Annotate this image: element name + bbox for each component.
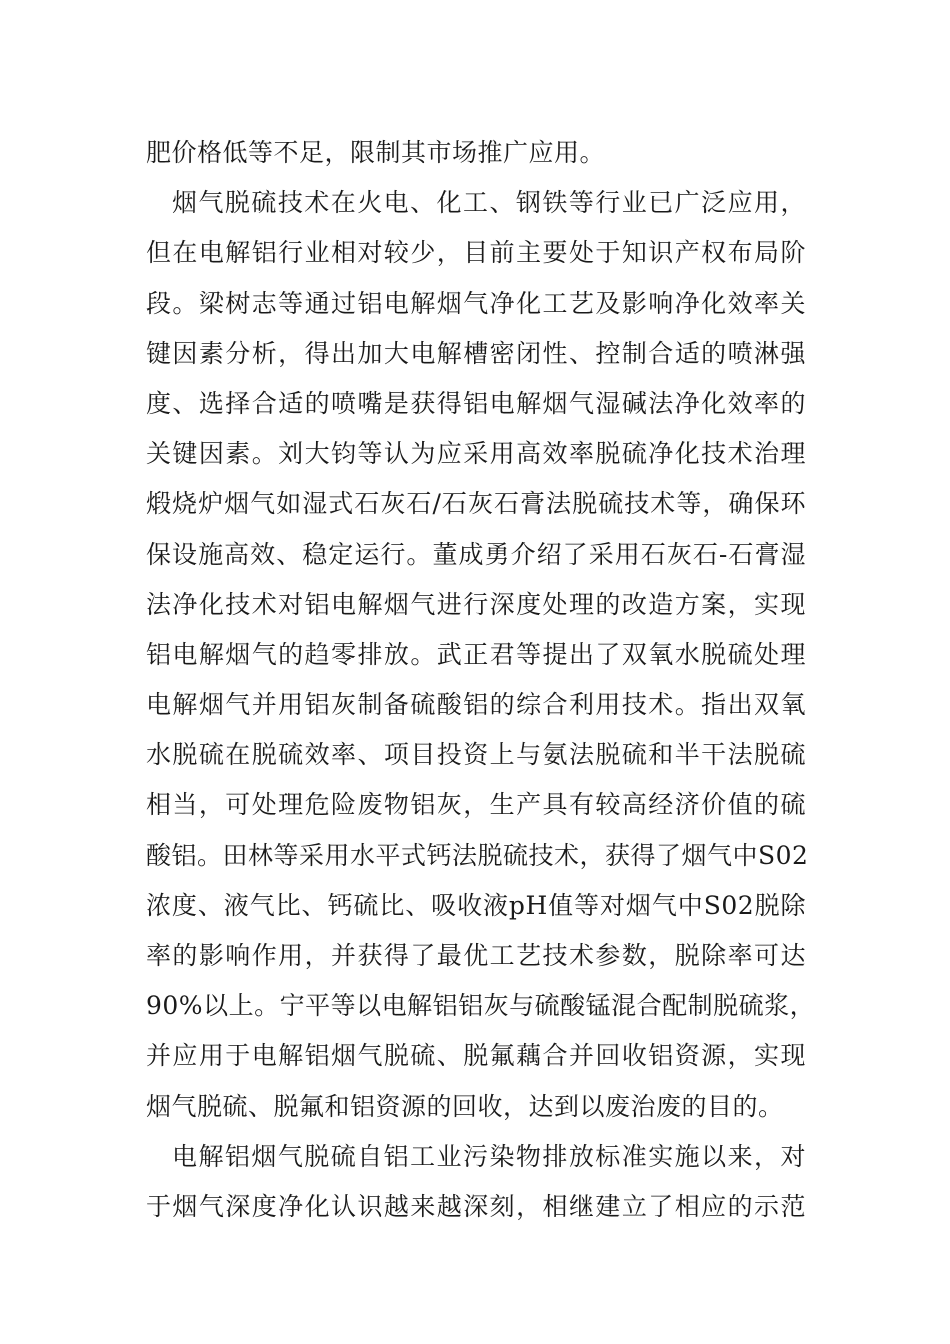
text-line: 并应用于电解铝烟气脱硫、脱氟藕合并回收铝资源，实现 [146, 1041, 806, 1071]
text-line: 酸铝。田林等采用水平式钙法脱硫技术，获得了烟气中S02 [146, 840, 809, 870]
paragraph-first-line: 电解铝烟气脱硫自铝工业污染物排放标准实施以来，对 [172, 1141, 806, 1171]
text-line: 率的影响作用，并获得了最优工艺技术参数，脱除率可达 [146, 941, 806, 970]
text-line: 度、选择合适的喷嘴是获得铝电解烟气湿碱法净化效率的 [146, 388, 806, 418]
text-line: 电解烟气并用铝灰制备硫酸铝的综合利用技术。指出双氧 [146, 690, 806, 720]
text-line: 保设施高效、稳定运行。董成勇介绍了采用石灰石-石膏湿 [146, 539, 806, 569]
text-line: 于烟气深度净化认识越来越深刻，相继建立了相应的示范 [146, 1191, 806, 1221]
text-line: 铝电解烟气的趋零排放。武正君等提出了双氧水脱硫处理 [146, 639, 806, 669]
text-line: 肥价格低等不足，限制其市场推广应用。 [146, 138, 606, 167]
text-line: 相当，可处理危险废物铝灰，生产具有较高经济价值的硫 [146, 790, 806, 820]
text-line: 法净化技术对铝电解烟气进行深度处理的改造方案，实现 [146, 589, 806, 619]
body-text [146, 128, 816, 1232]
paragraph-first-line: 烟气脱硫技术在火电、化工、钢铁等行业已广泛应用， [172, 188, 806, 218]
text-line: 段。梁树志等通过铝电解烟气净化工艺及影响净化效率关 [146, 288, 806, 318]
text-line: 键因素分析，得出加大电解槽密闭性、控制合适的喷淋强 [146, 338, 806, 368]
text-line: 90%以上。宁平等以电解铝铝灰与硫酸锰混合配制脱硫浆， [146, 991, 816, 1021]
text-line: 水脱硫在脱硫效率、项目投资上与氨法脱硫和半干法脱硫 [146, 740, 806, 770]
text-line: 但在电解铝行业相对较少，目前主要处于知识产权布局阶 [146, 238, 806, 268]
text-line: 浓度、液气比、钙硫比、吸收液pH值等对烟气中S02脱除 [146, 890, 806, 920]
text-line: 关键因素。刘大钧等认为应采用高效率脱硫净化技术治理 [146, 439, 806, 469]
text-line: 煅烧炉烟气如湿式石灰石/石灰石膏法脱硫技术等，确保环 [146, 489, 806, 519]
text-line: 烟气脱硫、脱氟和铝资源的回收，达到以废治废的目的。 [146, 1091, 784, 1121]
